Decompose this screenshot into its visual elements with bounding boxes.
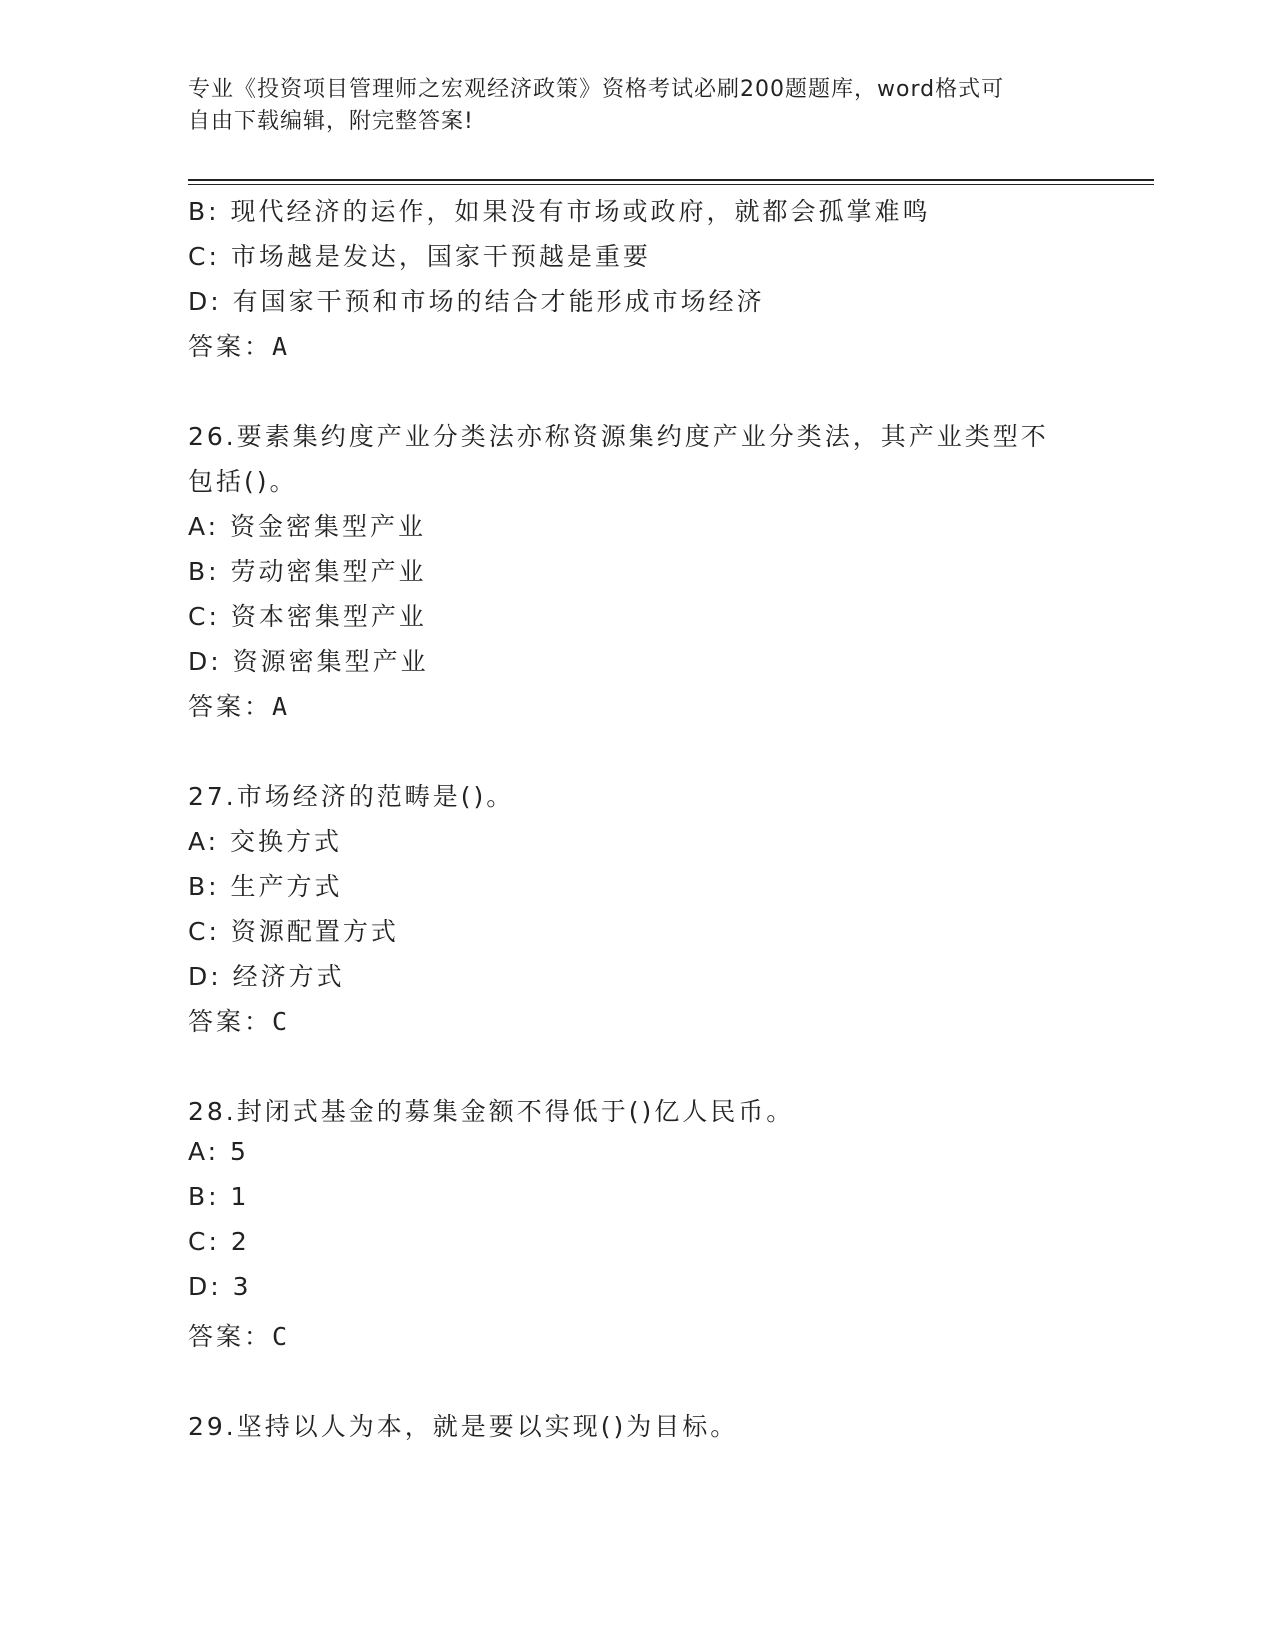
q27-option-d: D: 经济方式: [188, 962, 345, 991]
q27-option-a: A: 交换方式: [188, 827, 343, 856]
q27-answer: [188, 1002, 290, 1038]
q25-option-c: C: 市场越是发达，国家干预越是重要: [188, 242, 651, 271]
q26-option-a: A: 资金密集型产业: [188, 512, 427, 541]
q28-answer: [188, 1317, 290, 1353]
q28-option-c: C: 2: [188, 1227, 250, 1256]
header-divider-thick: [188, 179, 1154, 181]
answer-value: C: [272, 1322, 291, 1351]
header-line-2: 自由下载编辑，附完整答案!: [188, 109, 474, 134]
q26-option-d: D: 资源密集型产业: [188, 647, 429, 676]
q27-option-c: C: 资源配置方式: [188, 917, 399, 946]
answer-label: 答案：: [188, 332, 273, 361]
document-header: [188, 74, 1088, 138]
q26-stem-line-2: 包括()。: [188, 467, 298, 496]
header-line-1: 专业《投资项目管理师之宏观经济政策》资格考试必刷200题题库，word格式可: [188, 77, 1005, 102]
answer-label: 答案：: [188, 1322, 273, 1351]
answer-label: 答案：: [188, 692, 273, 721]
q28-option-d: D: 3: [188, 1272, 252, 1301]
answer-label: 答案：: [188, 1007, 273, 1036]
q27-option-b: B: 生产方式: [188, 872, 343, 901]
answer-value: C: [272, 1007, 291, 1036]
header-divider-thin: [188, 184, 1154, 185]
answer-value: A: [272, 332, 291, 361]
q28-option-b: B: 1: [188, 1182, 250, 1211]
q28-stem: 28.封闭式基金的募集金额不得低于()亿人民币。: [188, 1097, 795, 1126]
q29-stem: 29.坚持以人为本，就是要以实现()为目标。: [188, 1412, 739, 1441]
q28-option-a: A: 5: [188, 1137, 249, 1166]
q25-option-b: B: 现代经济的运作，如果没有市场或政府，就都会孤掌难鸣: [188, 197, 931, 226]
q26-option-c: C: 资本密集型产业: [188, 602, 427, 631]
q27-stem: 27.市场经济的范畴是()。: [188, 782, 515, 811]
q25-answer: [188, 327, 290, 363]
q26-stem-line-1: 26.要素集约度产业分类法亦称资源集约度产业分类法，其产业类型不: [188, 422, 1049, 451]
q25-option-d: D: 有国家干预和市场的结合才能形成市场经济: [188, 287, 765, 316]
q26-option-b: B: 劳动密集型产业: [188, 557, 427, 586]
answer-value: A: [272, 692, 291, 721]
q26-answer: [188, 687, 290, 723]
